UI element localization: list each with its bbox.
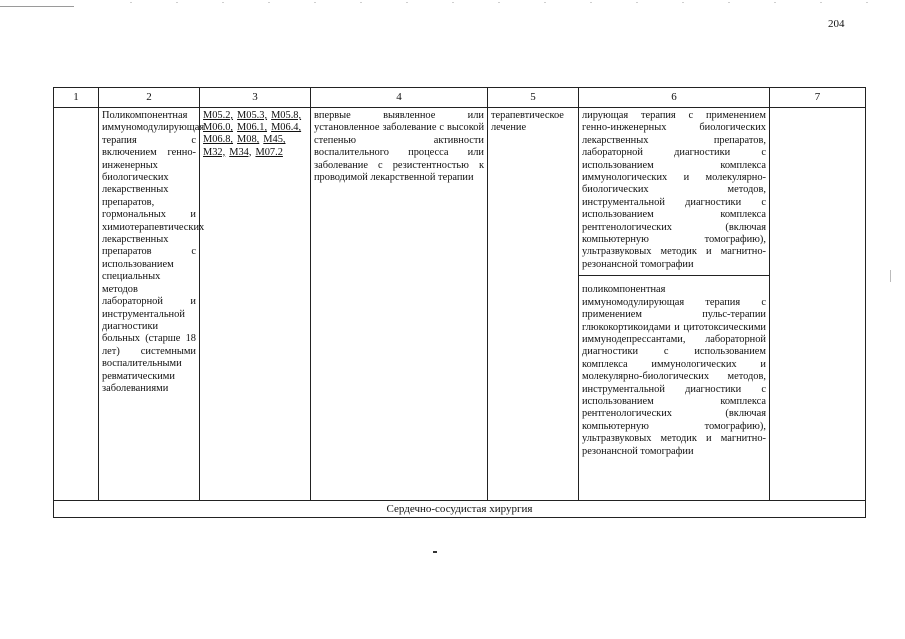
icd-code: M05.8, <box>271 110 302 121</box>
scan-artifact-dash <box>433 551 437 553</box>
column-header-2: 2 <box>99 88 200 108</box>
treatment-method-text-1: лирующая терапия с применением генно-инженерных биологических лекарственных препаратов, лабораторной диагностики с использованием комплекса иммунологических и молекулярно-биологических методов, инструментальной диагностики с использованием комплекса рентгенологических (включая компьютерную томографию), ультразвуковых методик и магнитно-резонансной томографии <box>579 108 769 276</box>
care-type-cell: Поликомпонентная иммуномодулирующая терапия с включением генно-инженерных биологических лекарственных препаратов, гормональных и химиотерапевтических лекарственных препаратов с использованием специальных методов лабораторной и инструментальной диагностики больных (старше 18 лет) системными воспалительными ревматическими заболеваниями <box>99 108 200 501</box>
treatment-method-cell <box>579 108 770 501</box>
scan-artifact-dots <box>130 2 890 3</box>
treatment-type-cell: терапевтическое лечение <box>488 108 579 501</box>
icd-code: M34, <box>229 146 252 158</box>
icd-code: M45, <box>263 134 286 146</box>
column-header-7: 7 <box>770 88 866 108</box>
icd-code: M05.3, <box>237 110 268 121</box>
icd-codes-list <box>203 110 307 159</box>
column-header-1: 1 <box>54 88 99 108</box>
section-title: Сердечно-сосудистая хирургия <box>54 501 866 518</box>
section-row <box>54 501 866 518</box>
cost-cell <box>770 108 866 501</box>
medical-care-table <box>53 87 866 518</box>
icd-code: M07.2 <box>255 146 283 158</box>
icd-code: M06.8, <box>203 134 234 146</box>
patient-model-cell: впервые выявленное или установленное заболевание с высокой степенью активности воспалительного процесса или заболевание с резистентностью к проводимой лекарственной терапии <box>311 108 488 501</box>
column-header-6: 6 <box>579 88 770 108</box>
icd-code: M32, <box>203 146 226 158</box>
table-row <box>54 108 866 501</box>
icd-code: M06.4, <box>271 122 302 134</box>
column-header-4: 4 <box>311 88 488 108</box>
icd-code: M08, <box>237 134 260 146</box>
icd-code: M06.0, <box>203 122 234 134</box>
column-header-5: 5 <box>488 88 579 108</box>
scan-artifact-line <box>0 6 74 7</box>
icd-code: M05.2, <box>203 110 234 121</box>
treatment-method-text-2: поликомпонентная иммуномодулирующая терапия с применением пульс-терапии глюкокортикоидами и цитотоксическими иммунодепрессантами, лабораторной диагностики с использованием комплекса иммунологических и молекулярно-биологических методов, инструментальной диагностики с использованием комплекса рентгенологических (включая компьютерную томографию), ультразвуковых методик и магнитно-резонансной томографии <box>582 284 766 457</box>
icd-code: M06.1, <box>237 122 268 134</box>
scan-artifact-tick <box>890 270 891 282</box>
column-number-row <box>54 88 866 108</box>
row-number-cell <box>54 108 99 501</box>
page-number: 204 <box>828 18 845 30</box>
icd-codes-cell <box>200 108 311 501</box>
column-header-3: 3 <box>200 88 311 108</box>
